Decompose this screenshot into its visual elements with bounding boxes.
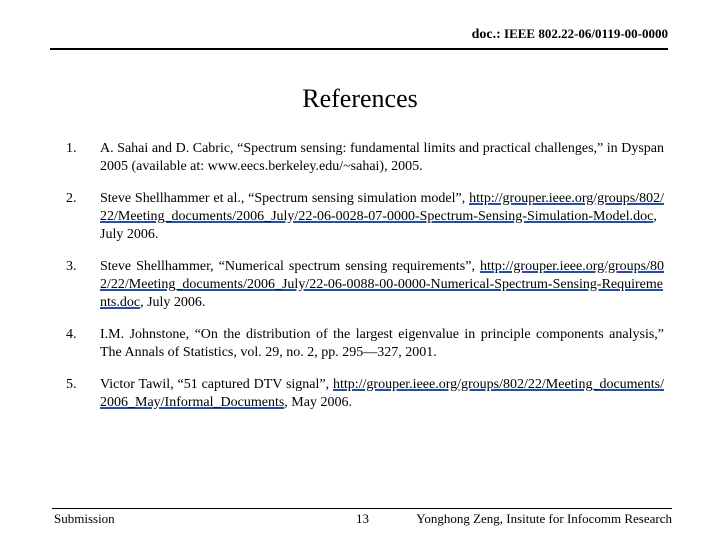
reference-text: I.M. Johnstone, “On the distribution of the largest eigenvalue in principle components analysis,” The Annals of Statistics, vol. 29, no. 2, pp. 295—327, 2001. [100, 327, 664, 360]
reference-item [66, 140, 664, 176]
doc-id: IEEE 802.22-06/0119-00-0000 [504, 26, 668, 41]
reference-item [66, 190, 664, 244]
reference-link[interactable]: http://grouper.ieee.org/groups/802/22/Meeting_documents/2006_July/22-06-0028-07-0000-Spectrum-Sensing-Simulation-Model.doc [100, 191, 665, 224]
reference-date: , May 2006. [284, 395, 352, 410]
reference-number: 2. [66, 191, 77, 206]
reference-number: 4. [66, 327, 77, 342]
footer-author: Yonghong Zeng, Insitute for Infocomm Research [416, 511, 672, 526]
reference-list [66, 140, 664, 426]
reference-text: Steve Shellhammer, “Numerical spectrum sensing requirements”, [100, 259, 475, 274]
reference-item [66, 258, 664, 312]
reference-number: 3. [66, 259, 77, 274]
reference-number: 1. [66, 141, 77, 156]
reference-text: Victor Tawil, “51 captured DTV signal”, [100, 377, 330, 392]
reference-text: Steve Shellhammer et al., “Spectrum sensing simulation model”, [100, 191, 466, 206]
doc-label: doc.: [471, 27, 501, 42]
page-number: 13 [356, 511, 369, 526]
document-footer [52, 508, 672, 525]
reference-number: 5. [66, 377, 77, 392]
reference-link[interactable]: http://grouper.ieee.org/groups/802/22/Meeting_documents/2006_July/22-06-0088-00-0000-Numerical-Spectrum-Sensing-Requirements.doc [100, 259, 665, 310]
document-header [50, 26, 668, 50]
reference-text: A. Sahai and D. Cabric, “Spectrum sensing: fundamental limits and practical challenges,” in Dyspan 2005 (available at: www.eecs.berkeley.edu/~sahai), 2005. [100, 141, 664, 174]
reference-item [66, 326, 664, 362]
reference-link[interactable]: http://grouper.ieee.org/groups/802/22/Meeting_documents/2006_May/Informal_Documents [100, 377, 664, 410]
page-title: References [302, 84, 418, 113]
reference-item [66, 376, 664, 412]
reference-date: , July 2006. [100, 209, 657, 242]
reference-date: , July 2006. [140, 295, 206, 310]
footer-submission: Submission [54, 511, 115, 526]
